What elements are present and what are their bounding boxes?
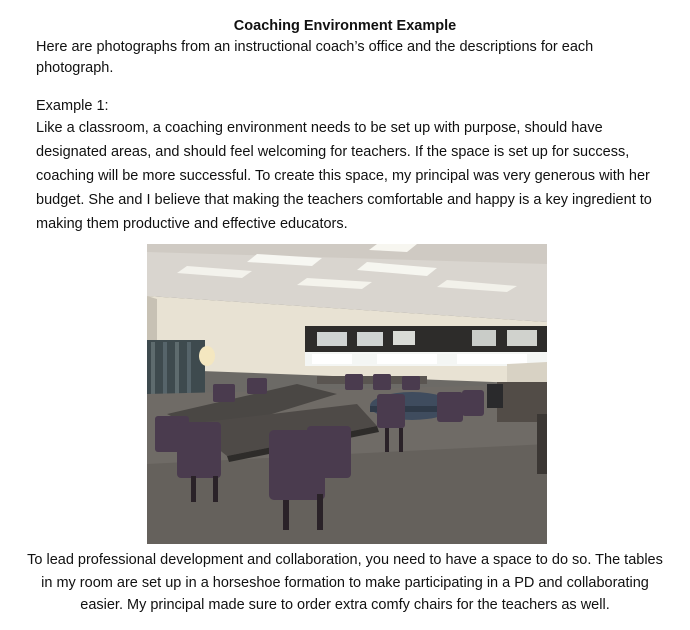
example-paragraph: Like a classroom, a coaching environment needs to be set up with purpose, should have designated areas, and should feel welcoming for teachers. If the space is set up for success, coaching will be more successful. To create this space, my principal was very generous with her budget. She and I believe that making the teachers comfortable and happy is a key ingredient to making them productive and effective educators. (36, 120, 652, 232)
document-title: Coaching Environment Example (233, 18, 457, 34)
example-label: Example 1: (36, 98, 109, 114)
intro-paragraph: Here are photographs from an instructional coach’s office and the descriptions for each photograph. (36, 39, 594, 76)
photo-caption: To lead professional development and collaboration, you need to have a space to do so. The tables in my room are set up in a horseshoe formation to make participating in a PD and collaborating easier. My principal made sure to order extra comfy chairs for the teachers as well. (27, 552, 663, 613)
coaching-office-photo (147, 244, 547, 544)
